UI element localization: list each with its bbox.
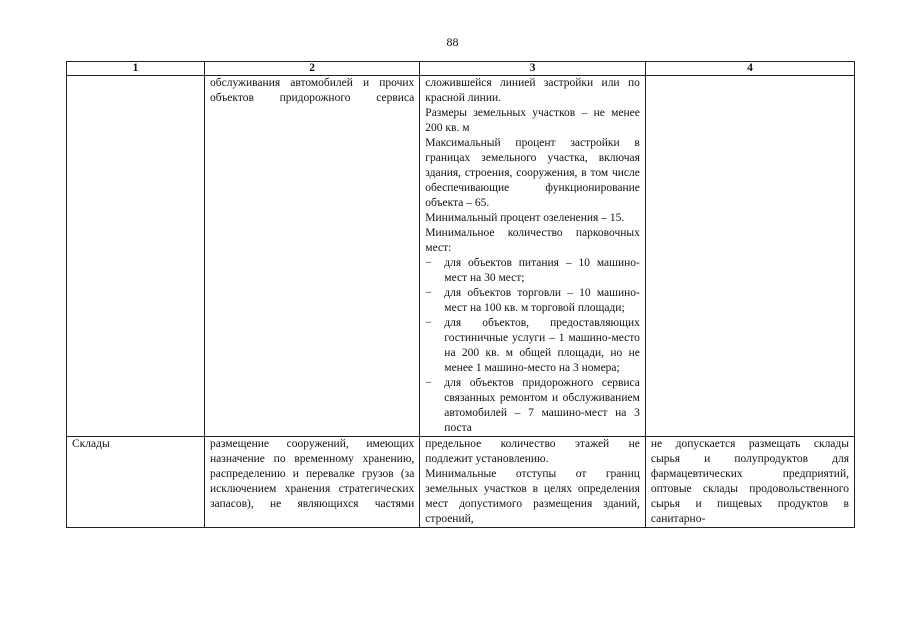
row1-col2-text: обслуживания автомобилей и прочих объектов придорожного сервиса — [210, 77, 415, 104]
dash-bullet: − — [425, 257, 432, 269]
table-row — [67, 437, 855, 528]
list-item-text: для объектов питания – 10 машино-мест на 30 мест; — [444, 257, 640, 284]
row2-col2-text: размещение сооружений, имеющих назначение по временному хранению, распределению и перевалке грузов (за исключением хранения стратегических запасов), не являющихся частями — [210, 438, 415, 510]
row1-col2 — [205, 76, 420, 437]
header-cell-2: 2 — [205, 62, 420, 76]
parking-requirements-list — [425, 256, 640, 436]
row1-col4 — [645, 76, 854, 437]
row1-col3-para-4: Минимальный процент озеленения – 15. — [425, 212, 625, 224]
row1-col3-para-3: Максимальный процент застройки в границах земельного участка, включая здания, строения, сооружения, в том числе обеспечивающие функционирование объекта – 65. — [425, 137, 640, 209]
row1-col3 — [420, 76, 646, 437]
dash-bullet: − — [425, 287, 432, 299]
row1-col1 — [67, 76, 205, 437]
list-item — [425, 316, 640, 376]
dash-bullet: − — [425, 377, 432, 389]
row1-col3-para-2: Размеры земельных участков – не менее 200 кв. м — [425, 107, 640, 134]
header-cell-3: 3 — [420, 62, 646, 76]
list-item-text: для объектов торговли – 10 машино-мест на 100 кв. м торговой площади; — [444, 287, 640, 314]
row1-col3-para-5: Минимальное количество парковочных мест: — [425, 227, 640, 254]
header-cell-4: 4 — [645, 62, 854, 76]
dash-bullet: − — [425, 317, 432, 329]
header-cell-1: 1 — [67, 62, 205, 76]
row1-col3-para-1: сложившейся линией застройки или по красной линии. — [425, 77, 640, 104]
row2-col4-text: не допускается размещать склады сырья и полупродуктов для фармацевтических предприятий, оптовые склады продовольственного сырья и пищевых продуктов в санитарно- — [650, 438, 849, 525]
row2-col3-para-1: предельное количество этажей не подлежит установлению. — [425, 438, 640, 465]
row2-col3 — [420, 437, 646, 528]
zoning-table — [66, 61, 855, 528]
row2-col3-para-2: Минимальные отступы от границ земельных участков в целях определения мест допустимого размещения зданий, строений, — [425, 468, 640, 525]
list-item — [425, 376, 640, 436]
table-row — [67, 76, 855, 437]
row2-col1: Склады — [67, 437, 205, 528]
list-item-text: для объектов, предоставляющих гостиничные услуги – 1 машино-место на 200 кв. м общей площади, но не менее 1 машино-место на 3 номера; — [444, 317, 640, 374]
page-number: 88 — [446, 35, 459, 49]
list-item-text: для объектов придорожного сервиса связанных ремонтом и обслуживанием автомобилей – 7 машино-мест на 3 поста — [444, 377, 640, 434]
header-row — [67, 62, 855, 76]
list-item — [425, 286, 640, 316]
list-item — [425, 256, 640, 286]
row2-col2 — [205, 437, 420, 528]
row2-col4 — [645, 437, 854, 528]
